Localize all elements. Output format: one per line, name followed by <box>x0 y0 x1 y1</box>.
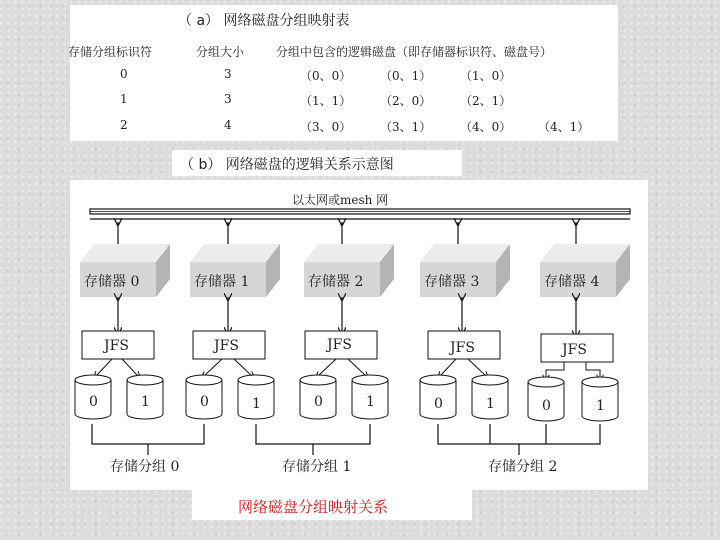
table-cell: （3、0） <box>300 120 352 134</box>
group-label-2: 存储分组 2 <box>488 459 558 475</box>
network-label: 以太网或mesh 网 <box>292 193 389 207</box>
storage-label-4: 存储器 4 <box>544 274 600 290</box>
table-cell: （4、1） <box>538 120 590 134</box>
disk-label: 0 <box>314 394 323 410</box>
jfs-label-2: JFS <box>327 337 352 353</box>
group-label-1: 存储分组 1 <box>282 459 352 475</box>
table-cell: （2、1） <box>460 94 512 108</box>
caption: 网络磁盘分组映射关系 <box>238 498 389 516</box>
group-label-0: 存储分组 0 <box>110 459 180 475</box>
jfs-label-4: JFS <box>562 342 587 358</box>
table-cell: 1 <box>120 92 128 106</box>
disk-label: 1 <box>486 396 495 412</box>
table-header-logical-disks: 分组中包含的逻辑磁盘（即存储器标识符、磁盘号） <box>276 45 553 59</box>
table-cell: （0、0） <box>300 69 352 83</box>
table-cell: 4 <box>224 118 232 132</box>
disk-label: 0 <box>89 394 98 410</box>
table-header-group-size: 分组大小 <box>196 45 245 59</box>
table-cell: （1、1） <box>300 94 352 108</box>
jfs-label-0: JFS <box>104 338 129 354</box>
table-header-group-id: 存储分组标识符 <box>68 45 153 59</box>
table-cell: （1、0） <box>460 69 512 83</box>
table-cell: （3、1） <box>380 120 432 134</box>
jfs-disk-links <box>96 359 600 378</box>
storage-4 <box>540 222 630 362</box>
disk-label: 0 <box>200 394 209 410</box>
table-cell: （4、0） <box>460 120 512 134</box>
table-cell: （0、1） <box>380 69 432 83</box>
group-brackets <box>92 424 600 455</box>
table-title: （ a） 网络磁盘分组映射表 <box>178 13 350 29</box>
disk-label: 0 <box>434 396 443 412</box>
table-cell: 0 <box>120 67 128 81</box>
disk-label: 1 <box>141 394 150 410</box>
diagram-title: （ b） 网络磁盘的逻辑关系示意图 <box>180 157 394 173</box>
table-cell: 3 <box>224 67 232 81</box>
storage-label-3: 存储器 3 <box>424 274 480 290</box>
storage-label-2: 存储器 2 <box>308 274 364 290</box>
disk-label: 1 <box>252 396 261 412</box>
storage-label-0: 存储器 0 <box>84 274 140 290</box>
disk-label: 1 <box>366 394 375 410</box>
disk-label: 0 <box>542 398 551 414</box>
jfs-label-1: JFS <box>214 338 239 354</box>
table-cell: （2、0） <box>380 94 432 108</box>
disk-cylinders <box>75 375 618 421</box>
table-cell: 2 <box>120 118 128 132</box>
jfs-label-3: JFS <box>450 340 475 356</box>
disk-label: 1 <box>596 398 605 414</box>
table-cell: 3 <box>224 92 232 106</box>
storage-label-1: 存储器 1 <box>194 274 250 290</box>
